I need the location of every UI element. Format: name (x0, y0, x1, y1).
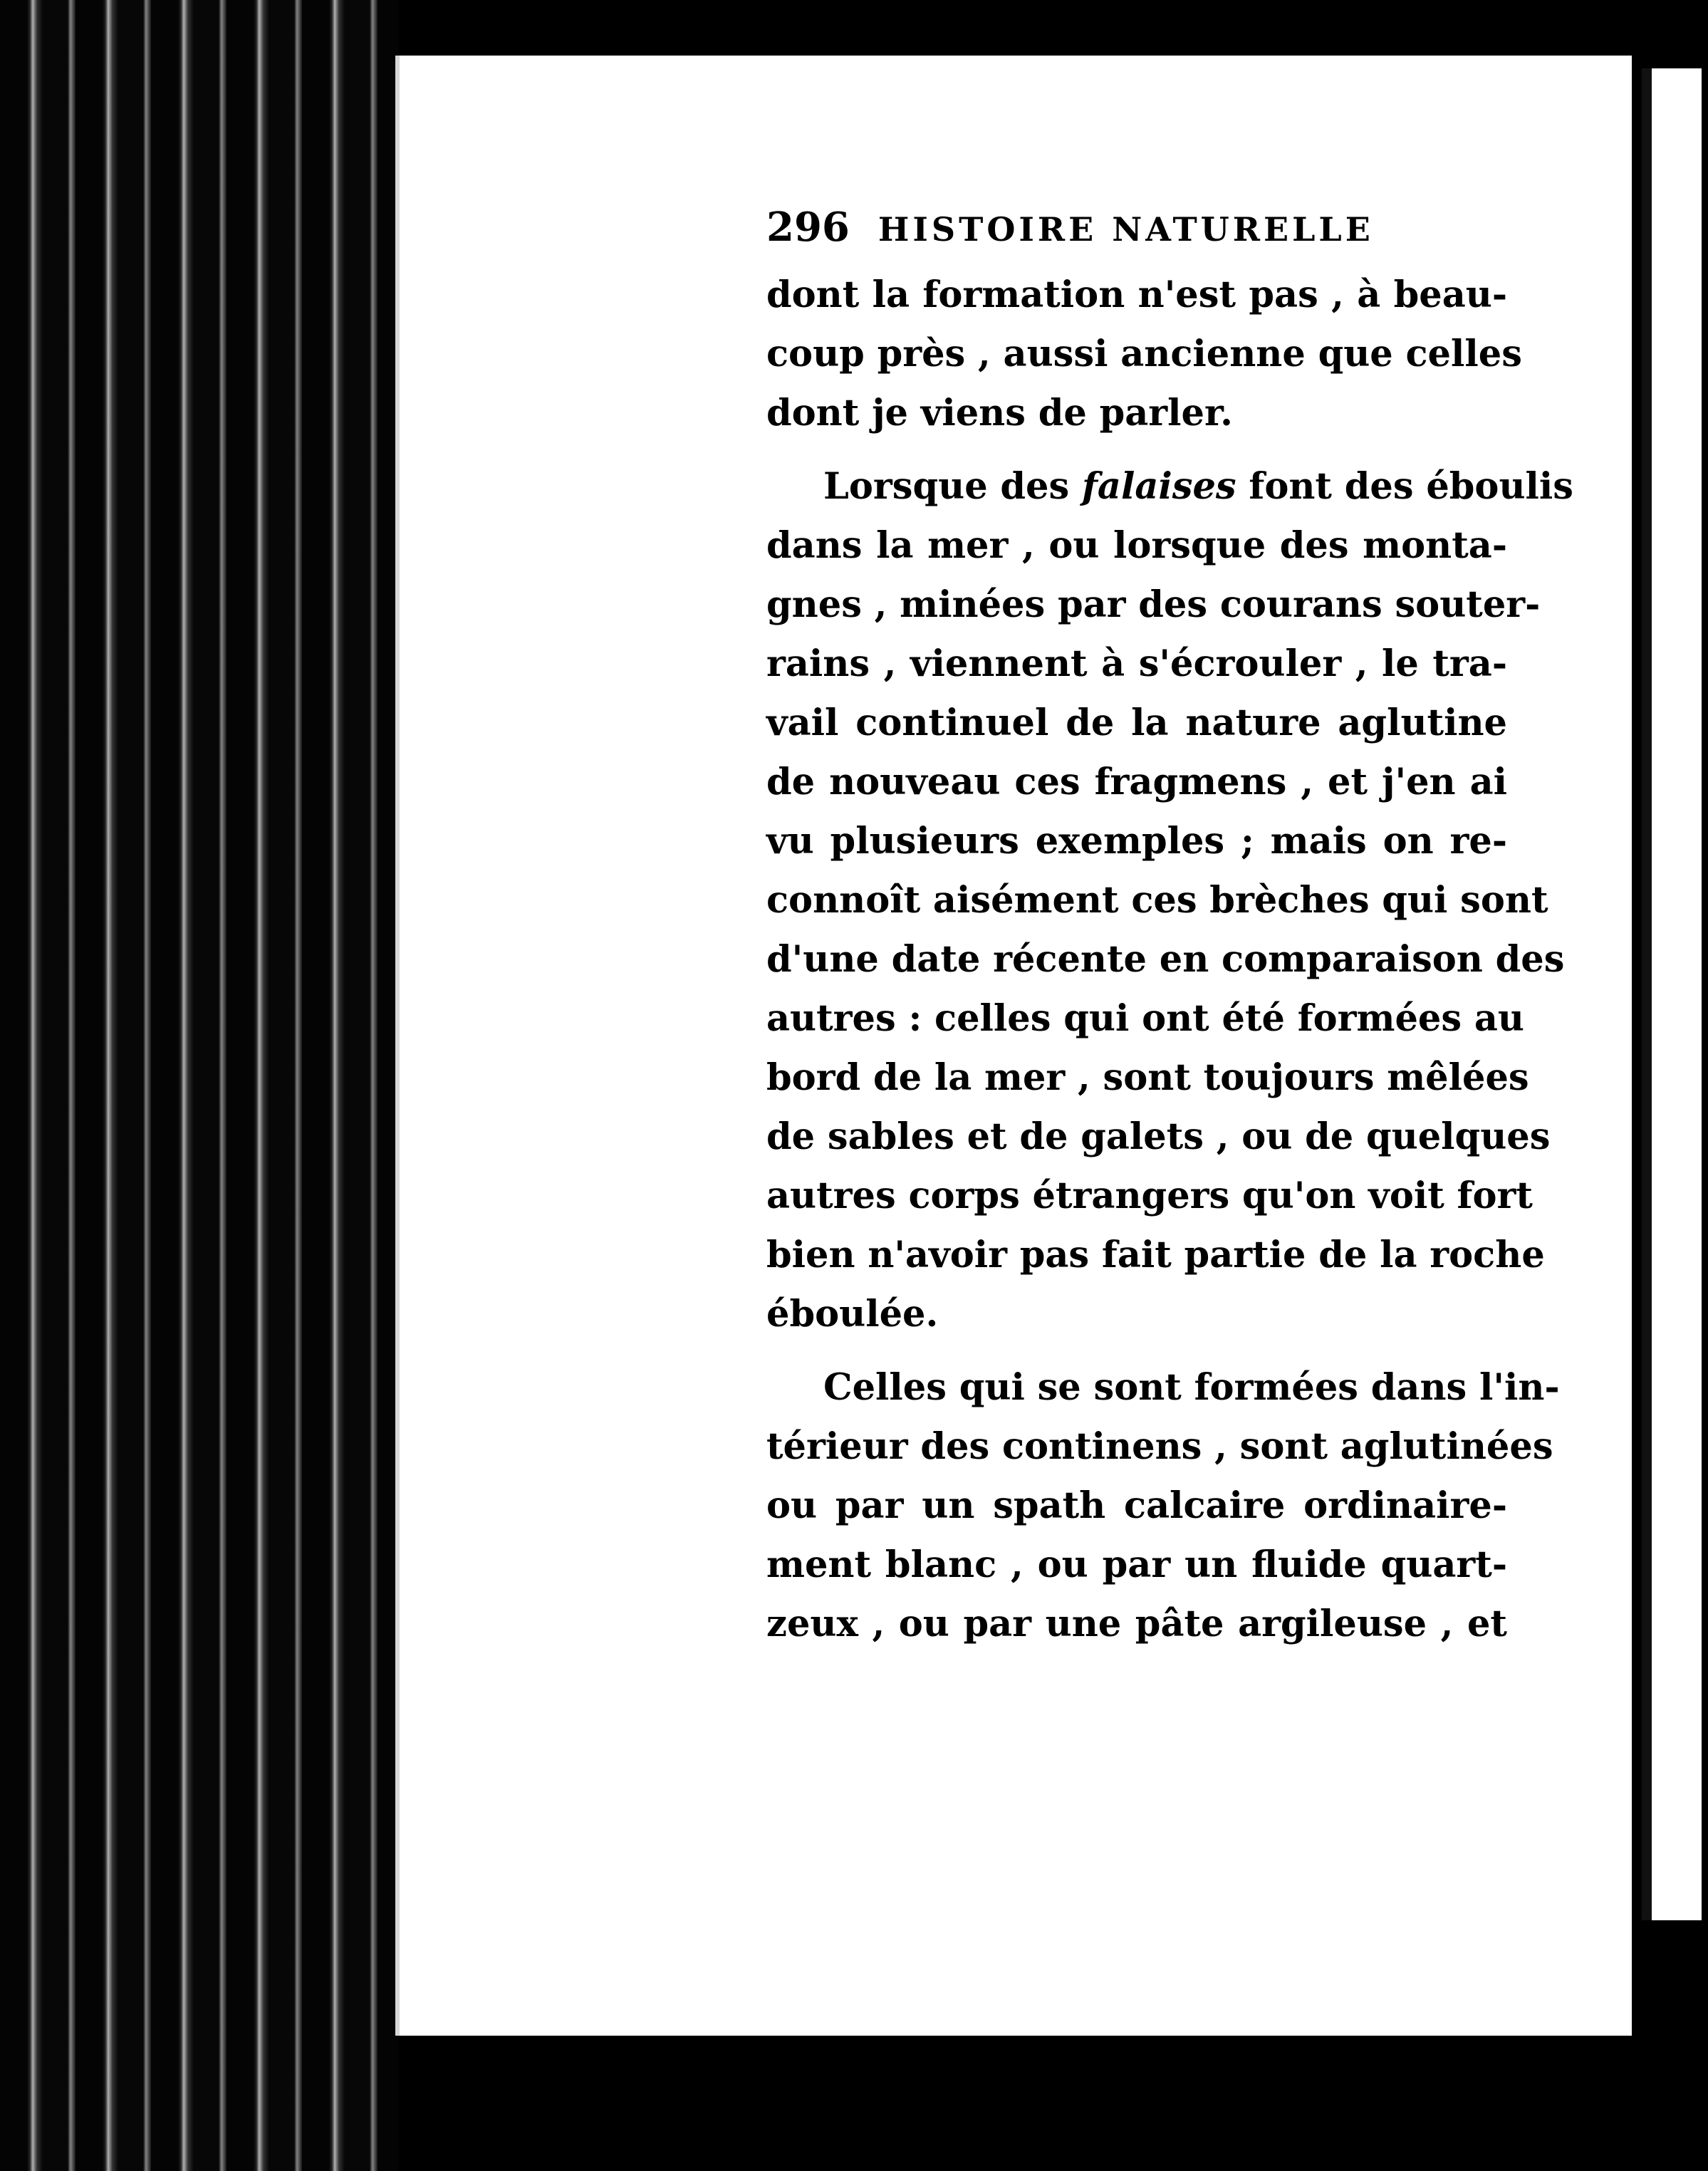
text-line: d'une date récente en comparaison des (766, 938, 1565, 981)
text-line: de nouveau ces fragmens , et j'en ai (766, 761, 1507, 803)
facing-page-edge (1642, 68, 1702, 1920)
text-line: coup près , aussi ancienne que celles (766, 333, 1522, 375)
text-line: ment blanc , ou par un fluide quart- (766, 1543, 1507, 1586)
text-line: vu plusieurs exemples ; mais on re- (766, 820, 1507, 863)
text-line: éboulée. (766, 1293, 939, 1336)
text-line: dont je viens de parler. (766, 392, 1233, 434)
text-line: autres corps étrangers qu'on voit fort (766, 1175, 1533, 1217)
text-line: bord de la mer , sont toujours mêlées (766, 1056, 1529, 1099)
text-line: bien n'avoir pas fait partie de la roche (766, 1234, 1545, 1276)
paragraph-3 (766, 1358, 1560, 1654)
text-line: connoît aisément ces brèches qui sont (766, 879, 1548, 922)
text-line: autres : celles qui ont été formées au (766, 997, 1524, 1040)
book-binding (0, 0, 399, 2171)
text-line: gnes , minées par des courans souter- (766, 583, 1541, 626)
italic-term: falaises (1081, 465, 1236, 508)
text-line: ou par un spath calcaire ordinaire- (766, 1484, 1507, 1527)
text-line: zeux , ou par une pâte argileuse , et (766, 1603, 1507, 1645)
text-line: térieur des continens , sont aglutinées (766, 1425, 1553, 1468)
paragraph-1 (766, 266, 1522, 443)
text-line: rains , viennent à s'écrouler , le tra- (766, 642, 1507, 685)
text-line: vail continuel de la nature aglutine (766, 702, 1507, 744)
running-head (766, 198, 1507, 266)
text-line: dont la formation n'est pas , à beau- (766, 274, 1507, 316)
text-line (766, 457, 1573, 516)
page-text (766, 198, 1573, 1654)
header-title: HISTOIRE NATURELLE (878, 210, 1374, 249)
page-number: 296 (766, 204, 850, 251)
text-line: dans la mer , ou lorsque des monta- (766, 524, 1507, 567)
text-line: de sables et de galets , ou de quelques (766, 1115, 1551, 1158)
text-line: Celles qui se sont formées dans l'in- (823, 1366, 1560, 1409)
paragraph-2 (766, 457, 1573, 1344)
book-page (395, 56, 1632, 2036)
text-segment: Lorsque des (823, 465, 1082, 508)
text-segment: font des éboulis (1236, 465, 1573, 508)
